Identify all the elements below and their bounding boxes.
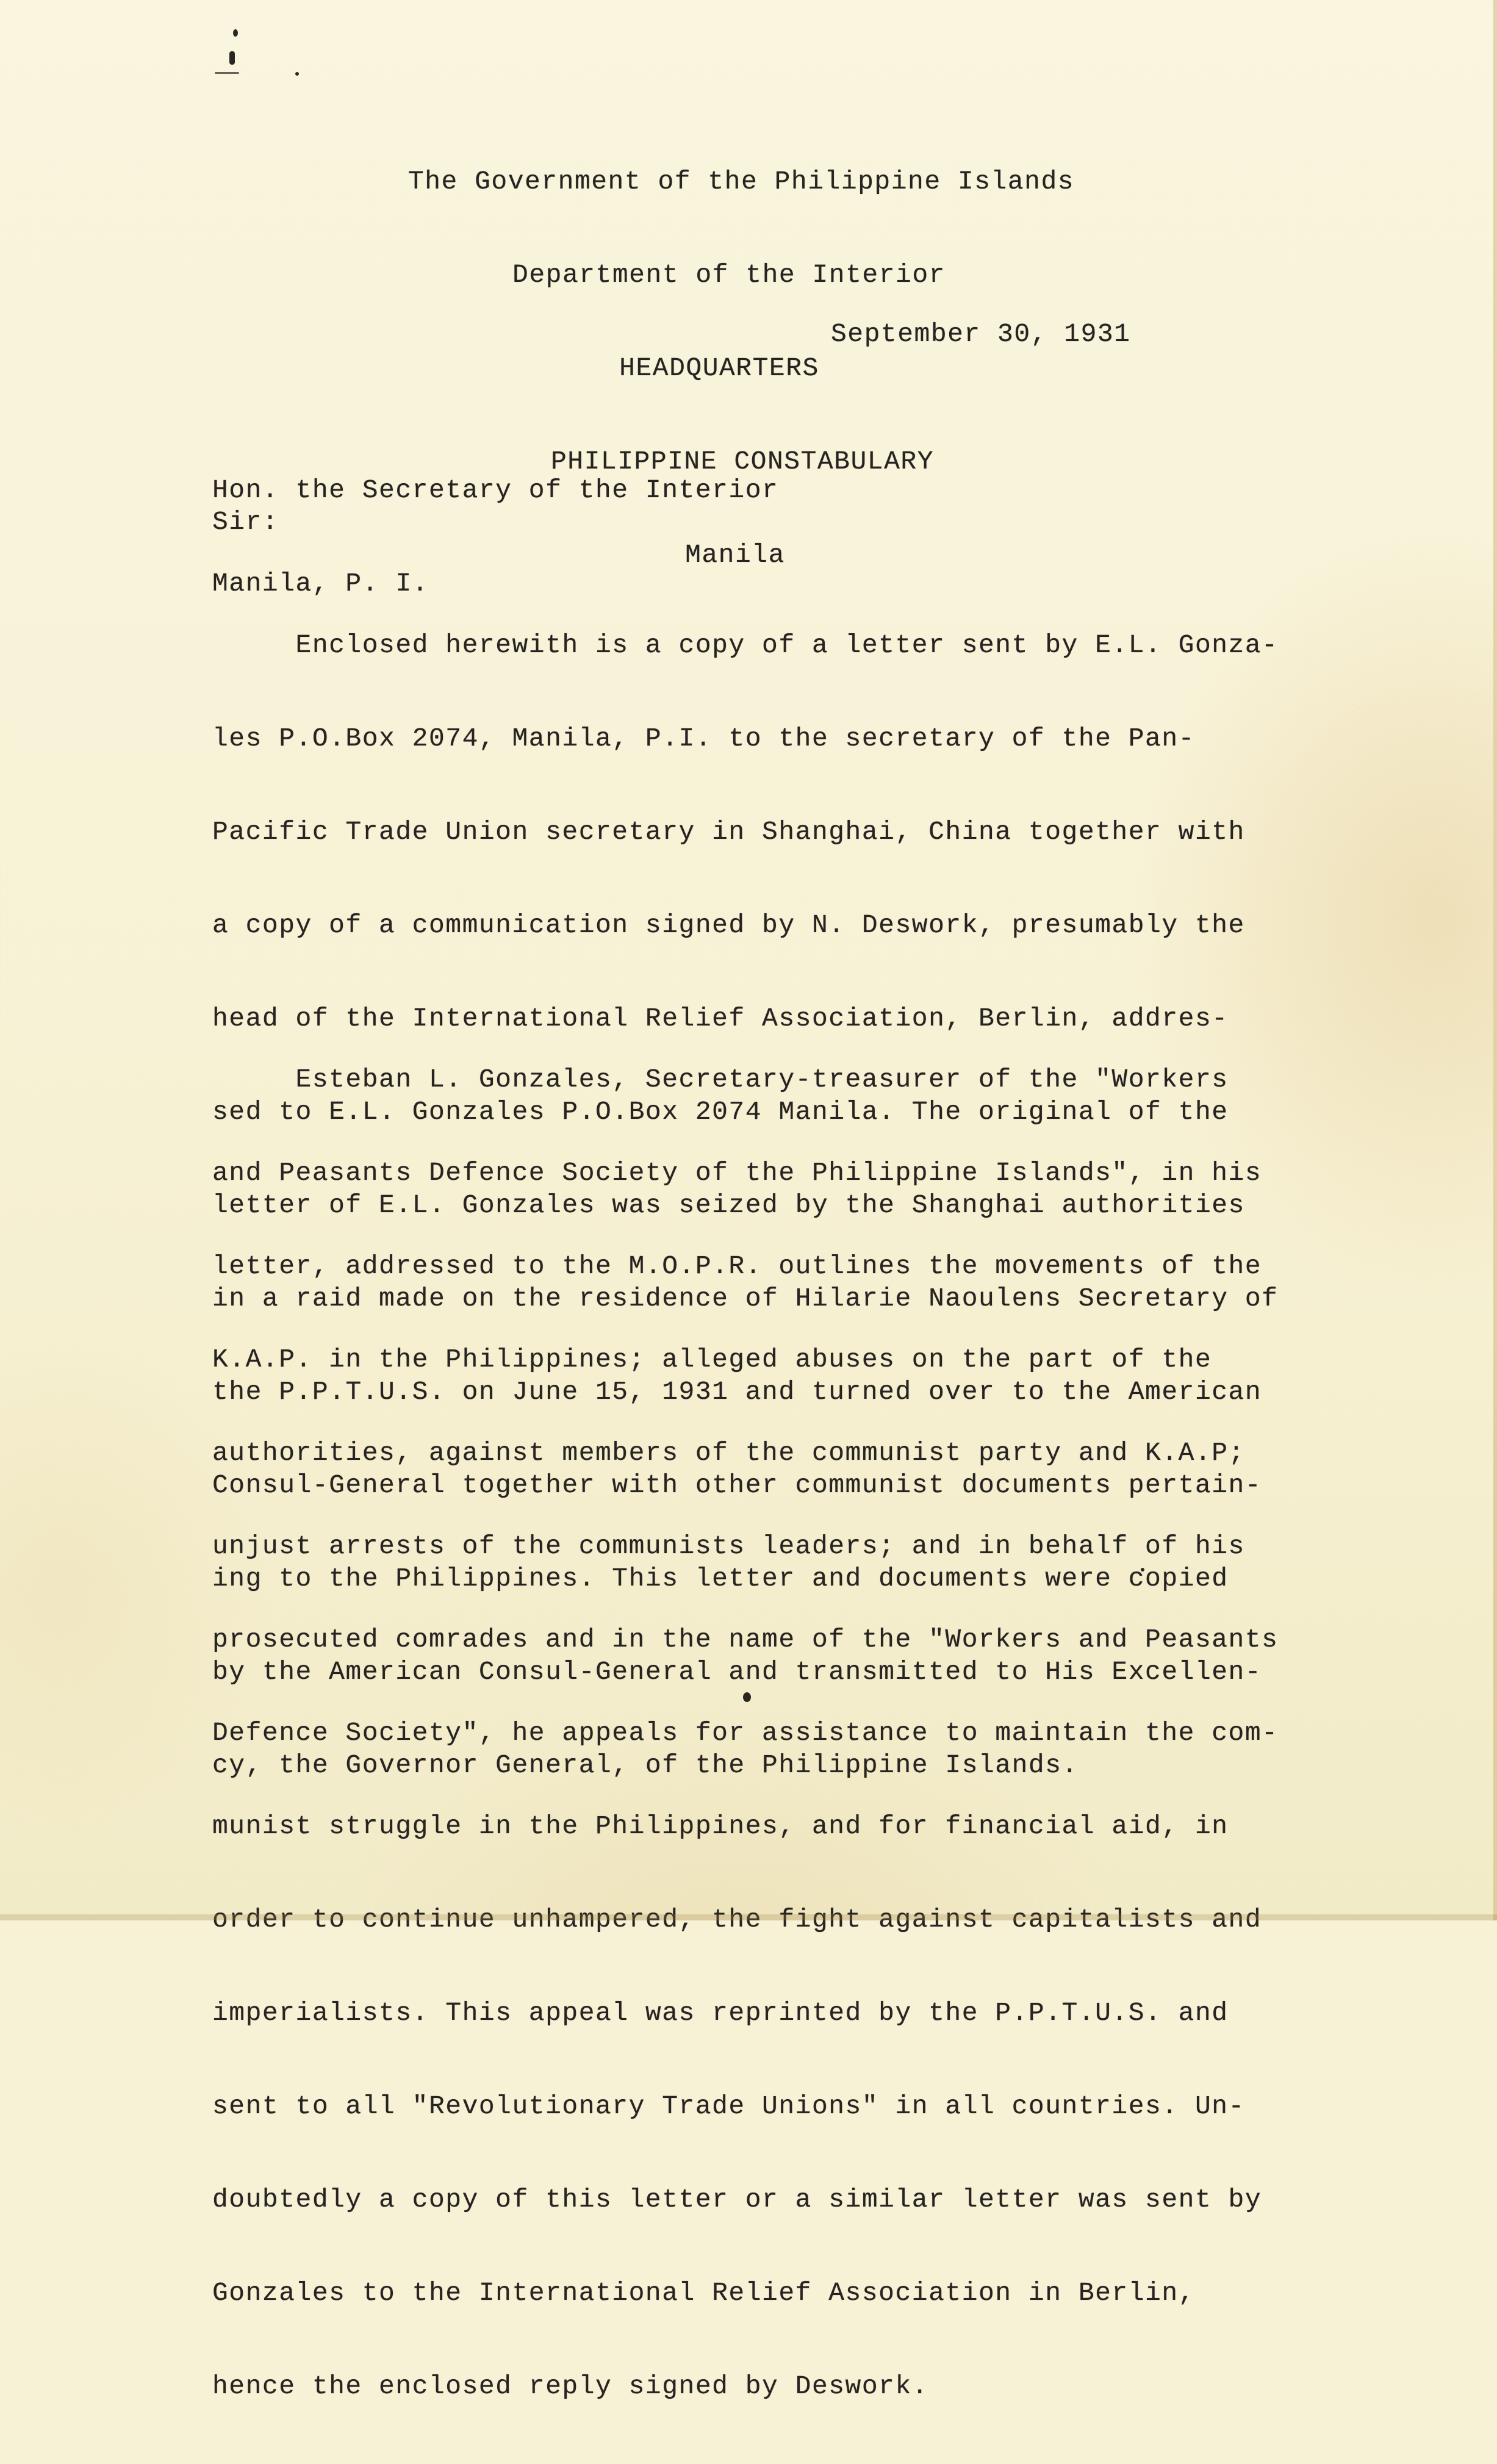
paragraph-line: Consul-General together with other communist documents pertain- <box>212 1470 1262 1500</box>
page-bottom-edge <box>0 1914 1497 1920</box>
paragraph-line: a copy of a communication signed by N. Deswork, presumably the <box>212 910 1245 940</box>
paragraph-line: hence the enclosed reply signed by Deswork. <box>212 2371 929 2401</box>
paragraph-line: ing to the Philippines. This letter and documents were copied <box>212 1564 1229 1593</box>
paragraph-line: sed to E.L. Gonzales P.O.Box 2074 Manila. The original of the <box>212 1097 1229 1127</box>
paragraph-line: by the American Consul-General and transmitted to His Excellen- <box>212 1657 1262 1687</box>
paragraph-line: Gonzales to the International Relief Association in Berlin, <box>212 2278 1195 2308</box>
paragraph-line: order to continue unhampered, the fight against capitalists and <box>212 1905 1262 1934</box>
paragraph-line: Esteban L. Gonzales, Secretary-treasurer of the "Workers <box>212 1065 1229 1094</box>
letterhead-line-government: The Government of the Philippine Islands <box>407 167 1075 196</box>
paragraph-line: les P.O.Box 2074, Manila, P.I. to the secretary of the Pan- <box>212 724 1195 753</box>
letter-date: September 30, 1931 <box>831 319 1131 349</box>
addressee-line-title: Hon. the Secretary of the Interior <box>212 475 779 505</box>
paragraph-line: Enclosed herewith is a copy of a letter sent by E.L. Gonza- <box>212 630 1279 660</box>
letterhead-line-department: Department of the Interior <box>512 260 946 290</box>
paragraph-line: in a raid made on the residence of Hilarie Naoulens Secretary of <box>212 1284 1279 1313</box>
ink-mark <box>295 72 299 76</box>
paragraph-line: the P.P.T.U.S. on June 15, 1931 and turned over to the American <box>212 1377 1262 1407</box>
letterhead-line-city: Manila <box>685 540 785 570</box>
ink-mark <box>215 72 239 74</box>
paragraph-line: doubtedly a copy of this letter or a similar letter was sent by <box>212 2185 1262 2214</box>
paragraph-line: and Peasants Defence Society of the Philippine Islands", in his <box>212 1158 1262 1188</box>
paragraph-line: head of the International Relief Association, Berlin, addres- <box>212 1004 1229 1033</box>
ink-mark <box>233 29 238 37</box>
paragraph-line: imperialists. This appeal was reprinted by the P.P.T.U.S. and <box>212 1998 1229 2028</box>
addressee-line-city: Manila, P. I. <box>212 569 429 598</box>
body-paragraph-2 <box>212 1002 1278 2464</box>
paragraph-line: munist struggle in the Philippines, and for financial aid, in <box>212 1811 1229 1841</box>
paragraph-line: Pacific Trade Union secretary in Shanghai, China together with <box>212 817 1245 847</box>
ink-mark <box>229 51 235 65</box>
paragraph-line: Defence Society", he appeals for assistance to maintain the com- <box>212 1718 1279 1748</box>
paragraph-line: cy, the Governor General, of the Philippine Islands. <box>212 1750 1079 1780</box>
paragraph-line: sent to all "Revolutionary Trade Unions" in all countries. Un- <box>212 2091 1245 2121</box>
paragraph-line: letter, addressed to the M.O.P.R. outlines the movements of the <box>212 1251 1262 1281</box>
letterhead-line-constabulary: PHILIPPINE CONSTABULARY <box>551 447 934 476</box>
paragraph-line: prosecuted comrades and in the name of the "Workers and Peasants <box>212 1625 1279 1654</box>
salutation: Sir: <box>212 507 279 537</box>
paragraph-line: letter of E.L. Gonzales was seized by the Shanghai authorities <box>212 1190 1245 1220</box>
paragraph-line: unjust arrests of the communists leaders; and in behalf of his <box>212 1531 1245 1561</box>
paragraph-line: K.A.P. in the Philippines; alleged abuses on the part of the <box>212 1345 1212 1374</box>
letterhead-line-headquarters: HEADQUARTERS <box>619 353 819 383</box>
paragraph-line: authorities, against members of the communist party and K.A.P; <box>212 1438 1245 1468</box>
